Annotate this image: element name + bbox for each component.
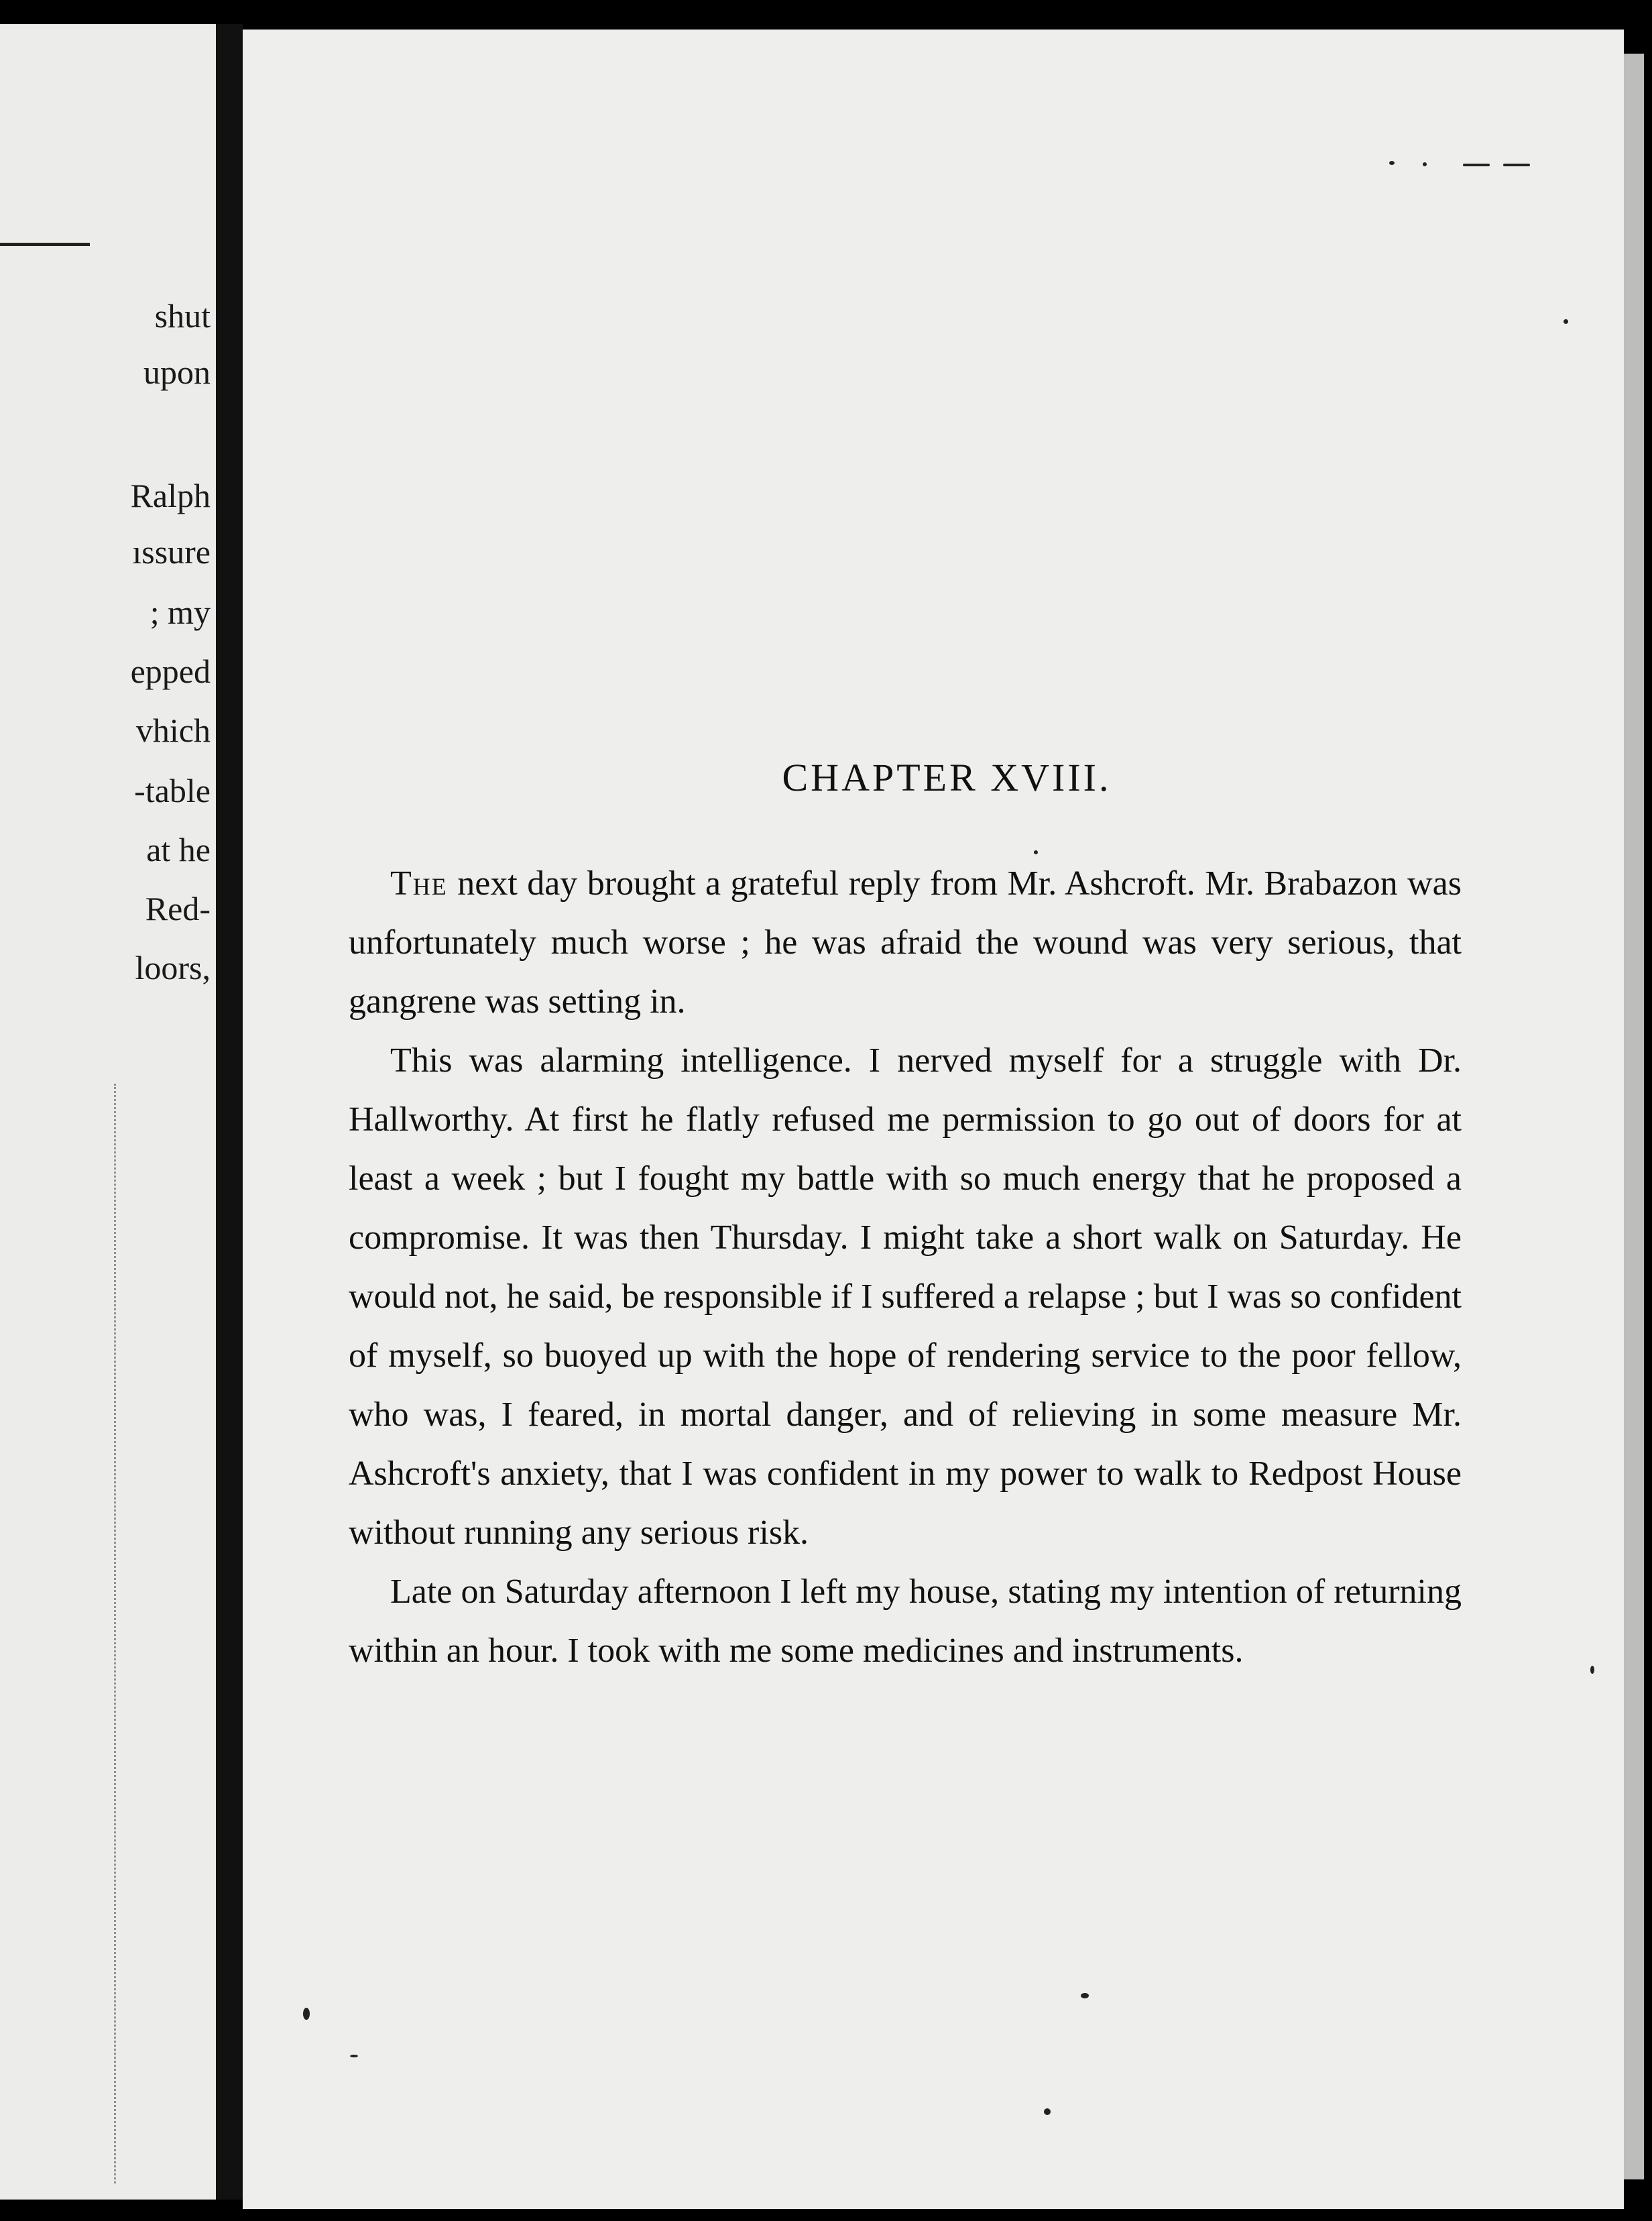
scan-speck bbox=[1389, 161, 1395, 165]
paragraph-text: Late on Saturday afternoon I left my house, stating my intention of returning within an hour. I took with me some medicines and instruments. bbox=[349, 1573, 1462, 1670]
scan-speck bbox=[1463, 164, 1490, 166]
left-line: upon bbox=[143, 353, 211, 391]
left-line: -table bbox=[134, 772, 211, 809]
left-page-edge-marks bbox=[114, 1084, 132, 2183]
left-line: ıssure bbox=[132, 533, 211, 571]
paragraph bbox=[349, 1031, 1462, 1562]
right-page bbox=[243, 30, 1624, 2209]
book-gutter bbox=[216, 24, 243, 2200]
left-line: ; my bbox=[150, 593, 211, 631]
paragraph bbox=[349, 854, 1462, 1031]
scan-speck bbox=[1590, 1666, 1594, 1674]
left-page-fragment bbox=[0, 24, 216, 2200]
page-edge bbox=[1624, 54, 1644, 2179]
paragraph bbox=[349, 1562, 1462, 1681]
paragraph-text: next day brought a grateful reply from Mr. Ashcroft. Mr. Brabazon was unfortunately much worse ; he was afraid the wound was very serious, that gangrene was setting in. bbox=[349, 864, 1462, 1021]
left-line: Red- bbox=[145, 890, 211, 927]
left-line: at he bbox=[146, 831, 211, 868]
left-line: vhich bbox=[135, 711, 211, 749]
chapter-title: CHAPTER XVIII. bbox=[782, 756, 1112, 799]
scan-speck bbox=[1081, 1993, 1089, 1998]
paragraph-text: This was alarming intelligence. I nerved myself for a struggle with Dr. Hallworthy. At first he flatly refused me permission to go out of doors for at least a week ; but I fought my battle with so much energy that he proposed a compromise. It was then Thursday. I might take a short walk on Saturday. He would not, he said, be responsible if I suffered a relapse ; but I was so confident of myself, so buoyed up with the hope of rendering service to the poor fellow, who was, I feared, in mortal danger, and of relieving in some measure Mr. Ashcroft's anxiety, that I was confident in my power to walk to Redpost House without running any serious risk. bbox=[349, 1041, 1462, 1552]
left-line: loors, bbox=[135, 949, 211, 986]
paragraph-lead: The bbox=[390, 864, 448, 903]
left-line: shut bbox=[154, 297, 211, 335]
left-line: Ralph bbox=[130, 477, 211, 514]
left-line: epped bbox=[130, 652, 211, 690]
scan-speck bbox=[1503, 164, 1530, 166]
left-page-rule bbox=[0, 243, 90, 246]
scan-speck bbox=[1044, 2108, 1051, 2115]
scan-speck bbox=[350, 2055, 358, 2057]
scan-speck bbox=[303, 2008, 310, 2020]
scan-speck bbox=[1423, 162, 1427, 166]
body-text bbox=[349, 854, 1462, 1681]
scan-speck bbox=[1564, 319, 1568, 324]
